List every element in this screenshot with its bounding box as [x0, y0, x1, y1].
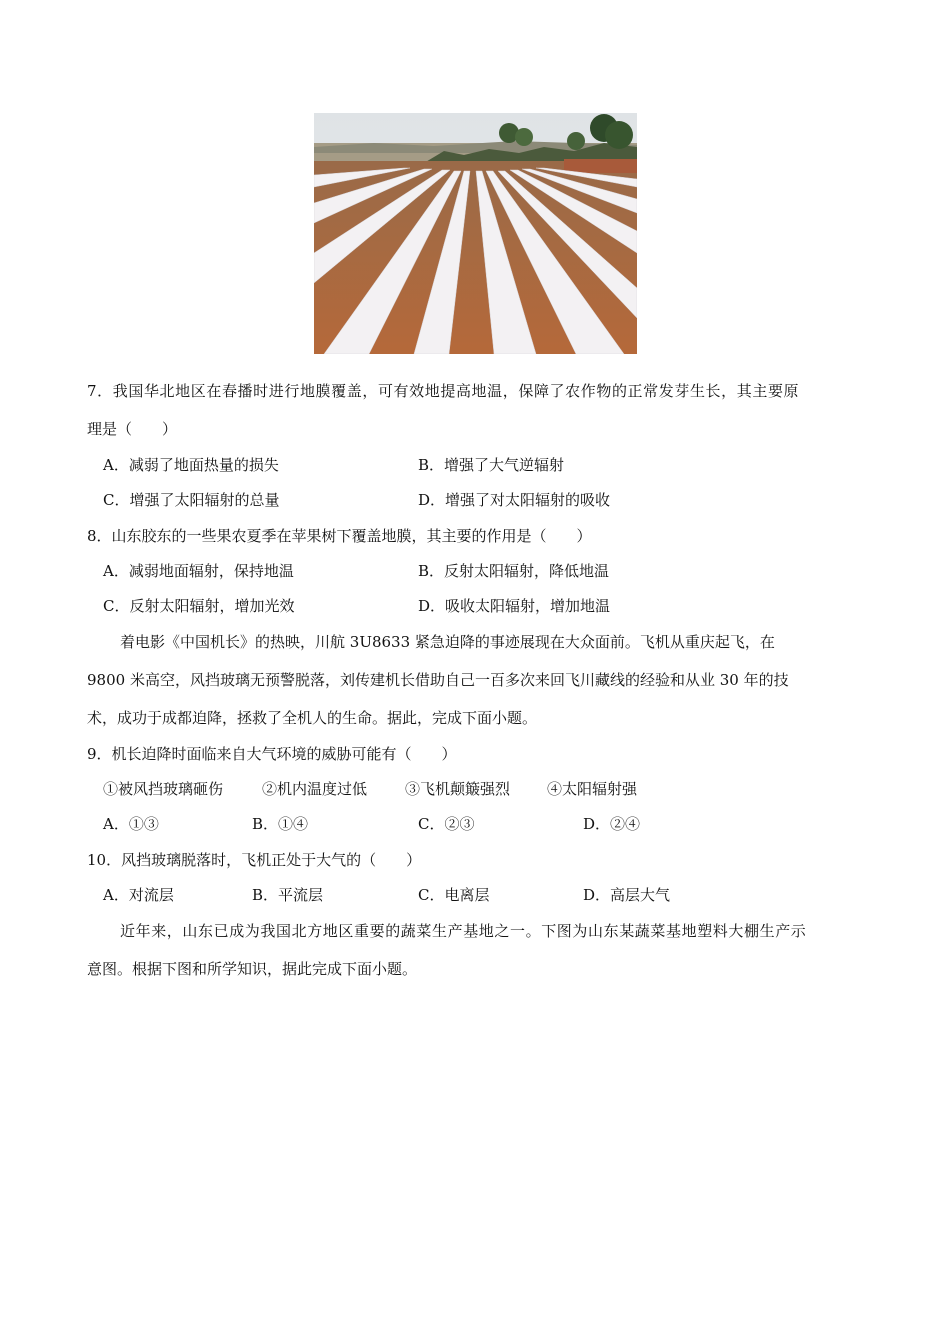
q8-option-a: A．减弱地面辐射，保持地温 [103, 562, 294, 580]
q9-option-a: A．①③ [103, 815, 159, 833]
q9-item-3: ③飞机颠簸强烈 [405, 780, 511, 798]
passage2-line1: 近年来，山东已成为我国北方地区重要的蔬菜生产基地之一。下图为山东某蔬菜基地塑料大棚生产示 [120, 922, 807, 940]
q7-option-b: B．增强了大气逆辐射 [418, 456, 565, 474]
passage1-line2: 9800 米高空，风挡玻璃无预警脱落，刘传建机长借助自己一百多次来回飞川藏线的经验和从业 30 年的技 [87, 671, 789, 689]
passage2-line2: 意图。根据下图和所学知识，据此完成下面小题。 [87, 960, 418, 978]
q9-item-1: ①被风挡玻璃砸伤 [103, 780, 224, 798]
q9-item-4: ④太阳辐射强 [547, 780, 638, 798]
q7-option-c: C．增强了太阳辐射的总量 [103, 491, 280, 509]
q10-option-c: C．电离层 [418, 886, 490, 904]
q10-option-a: A．对流层 [103, 886, 174, 904]
q9-option-c: C．②③ [418, 815, 475, 833]
q7-option-a: A．减弱了地面热量的损失 [103, 456, 279, 474]
q7-option-d: D．增强了对太阳辐射的吸收 [418, 491, 611, 509]
q10-stem: 10．风挡玻璃脱落时，飞机正处于大气的（ ） [87, 851, 422, 869]
q8-option-b: B．反射太阳辐射，降低地温 [418, 562, 610, 580]
q8-option-c: C．反射太阳辐射，增加光效 [103, 597, 295, 615]
q10-option-d: D．高层大气 [583, 886, 671, 904]
q7-stem-line2: 理是（ ） [87, 420, 178, 438]
q9-stem: 9．机长迫降时面临来自大气环境的威胁可能有（ ） [87, 745, 457, 763]
q9-option-d: D．②④ [583, 815, 641, 833]
q9-option-b: B．①④ [252, 815, 309, 833]
passage1-line1: 着电影《中国机长》的热映，川航 3U8633 紧急迫降的事迹展现在大众面前。飞机从重庆起飞，在 [120, 633, 775, 651]
q10-option-b: B．平流层 [252, 886, 324, 904]
q8-stem: 8．山东胶东的一些果农夏季在苹果树下覆盖地膜，其主要的作用是（ ） [87, 527, 592, 545]
plastic-mulch-field-image [314, 113, 637, 354]
q9-item-2: ②机内温度过低 [262, 780, 368, 798]
q7-stem-line1: 7．我国华北地区在春播时进行地膜覆盖，可有效地提高地温，保障了农作物的正常发芽生长，其主要原 [87, 382, 800, 400]
passage1-line3: 术，成功于成都迫降，拯救了全机人的生命。据此，完成下面小题。 [87, 709, 538, 727]
field-photo [314, 113, 637, 354]
q8-option-d: D．吸收太阳辐射，增加地温 [418, 597, 611, 615]
